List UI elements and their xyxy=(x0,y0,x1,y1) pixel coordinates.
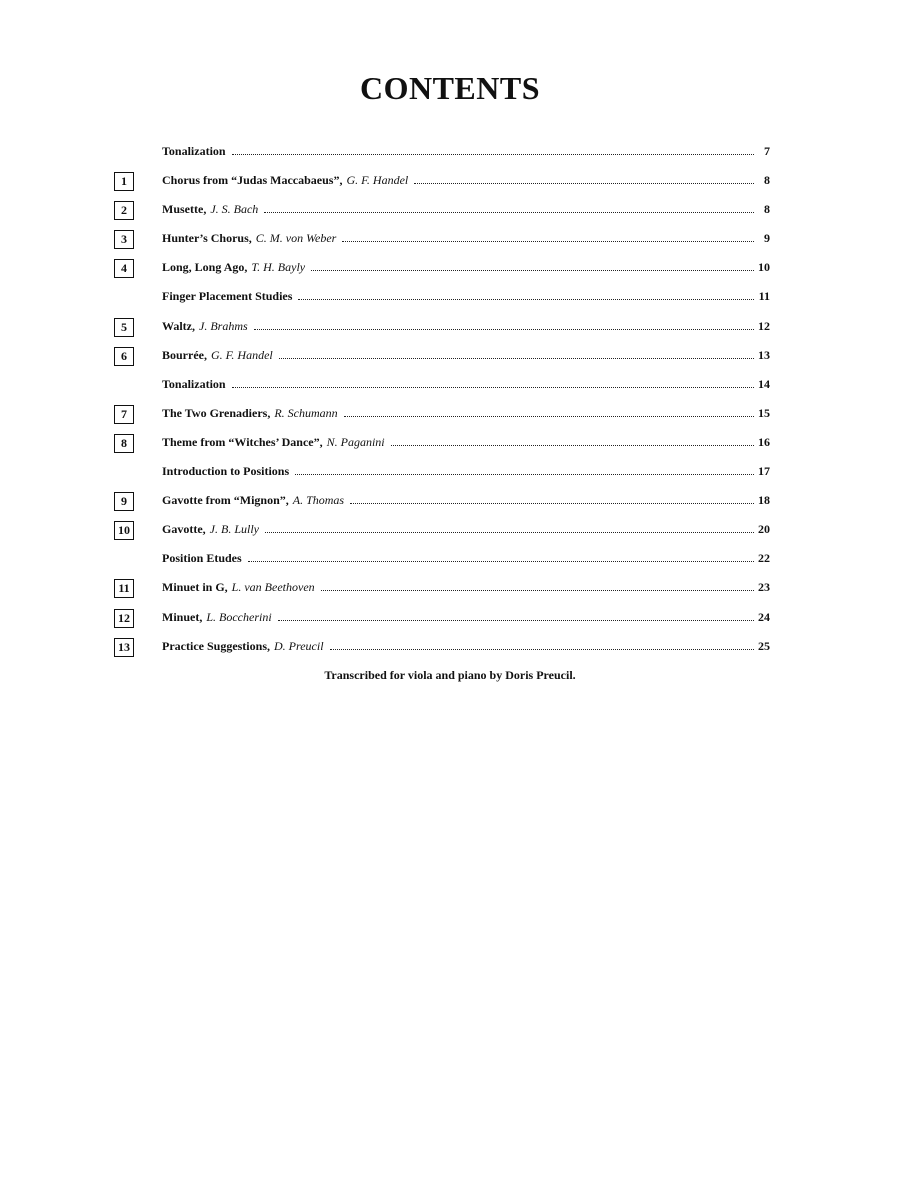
dot-leader xyxy=(254,319,754,330)
entry-title: Bourrée, xyxy=(162,347,207,362)
entry-composer: J. Brahms xyxy=(199,318,248,333)
entry-number-box: 7 xyxy=(114,405,134,424)
toc-entry xyxy=(0,254,900,283)
entry-page-number: 8 xyxy=(764,173,770,188)
entry-number-box: 1 xyxy=(114,172,134,191)
dot-leader xyxy=(344,406,754,417)
entry-page-number: 23 xyxy=(758,580,770,595)
entry-page-number: 18 xyxy=(758,493,770,508)
entry-title: Waltz, xyxy=(162,318,195,333)
entry-line xyxy=(162,435,770,450)
entry-page-number: 22 xyxy=(758,551,770,566)
entry-number-box: 6 xyxy=(114,347,134,366)
entry-page-number: 12 xyxy=(758,318,770,333)
entry-line xyxy=(162,493,770,508)
toc-entry xyxy=(0,167,900,196)
entry-line xyxy=(162,551,770,566)
entry-composer: G. F. Handel xyxy=(346,173,409,188)
dot-leader xyxy=(350,493,754,504)
entry-title: Theme from “Witches’ Dance”, xyxy=(162,434,323,449)
toc-entry xyxy=(0,516,900,545)
entry-title: Introduction to Positions xyxy=(162,464,290,479)
entry-line xyxy=(162,377,770,392)
entry-title: Minuet, xyxy=(162,609,203,624)
page-title: CONTENTS xyxy=(359,70,541,106)
toc-entry xyxy=(0,574,900,603)
dot-leader xyxy=(232,144,754,155)
entry-page-number: 20 xyxy=(758,522,770,537)
dot-leader xyxy=(342,231,754,242)
entry-line xyxy=(162,522,770,537)
entry-page-number: 9 xyxy=(764,231,770,246)
entry-composer: C. M. von Weber xyxy=(255,231,337,246)
entry-page-number: 16 xyxy=(758,434,770,449)
toc-entry xyxy=(0,342,900,371)
entry-title: Musette, xyxy=(162,202,207,217)
entry-title: Practice Suggestions, xyxy=(162,638,270,653)
dot-leader xyxy=(232,377,754,388)
entry-line xyxy=(162,464,770,479)
dot-leader xyxy=(311,260,754,271)
dot-leader xyxy=(265,522,754,533)
entry-composer: L. van Beethoven xyxy=(231,580,315,595)
toc-entry xyxy=(0,313,900,342)
entry-page-number: 13 xyxy=(758,347,770,362)
toc-entry xyxy=(0,604,900,633)
toc-entry xyxy=(0,458,900,487)
toc-entry xyxy=(0,138,900,167)
entry-line xyxy=(162,231,770,246)
entry-number-box: 4 xyxy=(114,259,134,278)
entry-composer: L. Boccherini xyxy=(206,609,272,624)
dot-leader xyxy=(414,173,754,184)
entry-page-number: 17 xyxy=(758,464,770,479)
entry-line xyxy=(162,173,770,188)
credit-line: Transcribed for viola and piano by Doris Preucil. xyxy=(324,668,576,682)
entry-composer: J. B. Lully xyxy=(209,522,259,537)
toc-entry xyxy=(0,487,900,516)
entry-title: Gavotte, xyxy=(162,522,206,537)
toc-entry xyxy=(0,545,900,574)
entry-title: Chorus from “Judas Maccabaeus”, xyxy=(162,173,343,188)
toc-entry xyxy=(0,225,900,254)
entry-number-box: 8 xyxy=(114,434,134,453)
entry-title: Position Etudes xyxy=(162,551,242,566)
entry-title: Long, Long Ago, xyxy=(162,260,248,275)
entry-page-number: 15 xyxy=(758,405,770,420)
toc-entry xyxy=(0,371,900,400)
entry-line xyxy=(162,639,770,654)
toc-entry xyxy=(0,633,900,662)
dot-leader xyxy=(391,435,754,446)
entry-line xyxy=(162,319,770,334)
entry-page-number: 10 xyxy=(758,260,770,275)
entry-line xyxy=(162,144,770,159)
entry-number-box: 5 xyxy=(114,318,134,337)
dot-leader xyxy=(279,348,754,359)
entry-composer: A. Thomas xyxy=(292,493,345,508)
entry-line xyxy=(162,580,770,595)
entry-composer: N. Paganini xyxy=(326,434,385,449)
entry-number-box: 13 xyxy=(114,638,134,657)
entry-line xyxy=(162,610,770,625)
toc-entry xyxy=(0,400,900,429)
entry-composer: G. F. Handel xyxy=(210,347,273,362)
entry-number-box: 12 xyxy=(114,609,134,628)
entry-number-box: 10 xyxy=(114,521,134,540)
entry-page-number: 25 xyxy=(758,638,770,653)
entry-page-number: 8 xyxy=(764,202,770,217)
entry-page-number: 11 xyxy=(758,289,770,304)
entry-line xyxy=(162,260,770,275)
entry-title: Tonalization xyxy=(162,144,226,158)
entry-title: Gavotte from “Mignon”, xyxy=(162,493,289,508)
entry-page-number: 14 xyxy=(758,376,770,391)
entry-number-box: 2 xyxy=(114,201,134,220)
entry-line xyxy=(162,348,770,363)
toc-entry xyxy=(0,283,900,312)
entry-composer: T. H. Bayly xyxy=(251,260,306,275)
dot-leader xyxy=(248,551,754,562)
entry-number-box: 3 xyxy=(114,230,134,249)
table-of-contents xyxy=(0,138,900,662)
entry-title: Finger Placement Studies xyxy=(162,289,293,304)
entry-composer: D. Preucil xyxy=(273,638,324,653)
entry-composer: R. Schumann xyxy=(274,405,338,420)
dot-leader xyxy=(298,289,754,300)
entry-title: Minuet in G, xyxy=(162,580,228,595)
entry-title: Tonalization xyxy=(162,376,226,391)
entry-number-box: 11 xyxy=(114,579,134,598)
dot-leader xyxy=(278,610,754,621)
entry-composer: J. S. Bach xyxy=(210,202,259,217)
entry-line xyxy=(162,202,770,217)
entry-line xyxy=(162,406,770,421)
dot-leader xyxy=(264,202,754,213)
entry-page-number: 24 xyxy=(758,609,770,624)
entry-number-box: 9 xyxy=(114,492,134,511)
toc-entry xyxy=(0,196,900,225)
entry-page-number: 7 xyxy=(764,144,770,158)
entry-title: The Two Grenadiers, xyxy=(162,405,271,420)
entry-line xyxy=(162,289,770,304)
dot-leader xyxy=(321,580,754,591)
entry-title: Hunter’s Chorus, xyxy=(162,231,252,246)
dot-leader xyxy=(330,639,754,650)
toc-entry xyxy=(0,429,900,458)
dot-leader xyxy=(295,464,754,475)
